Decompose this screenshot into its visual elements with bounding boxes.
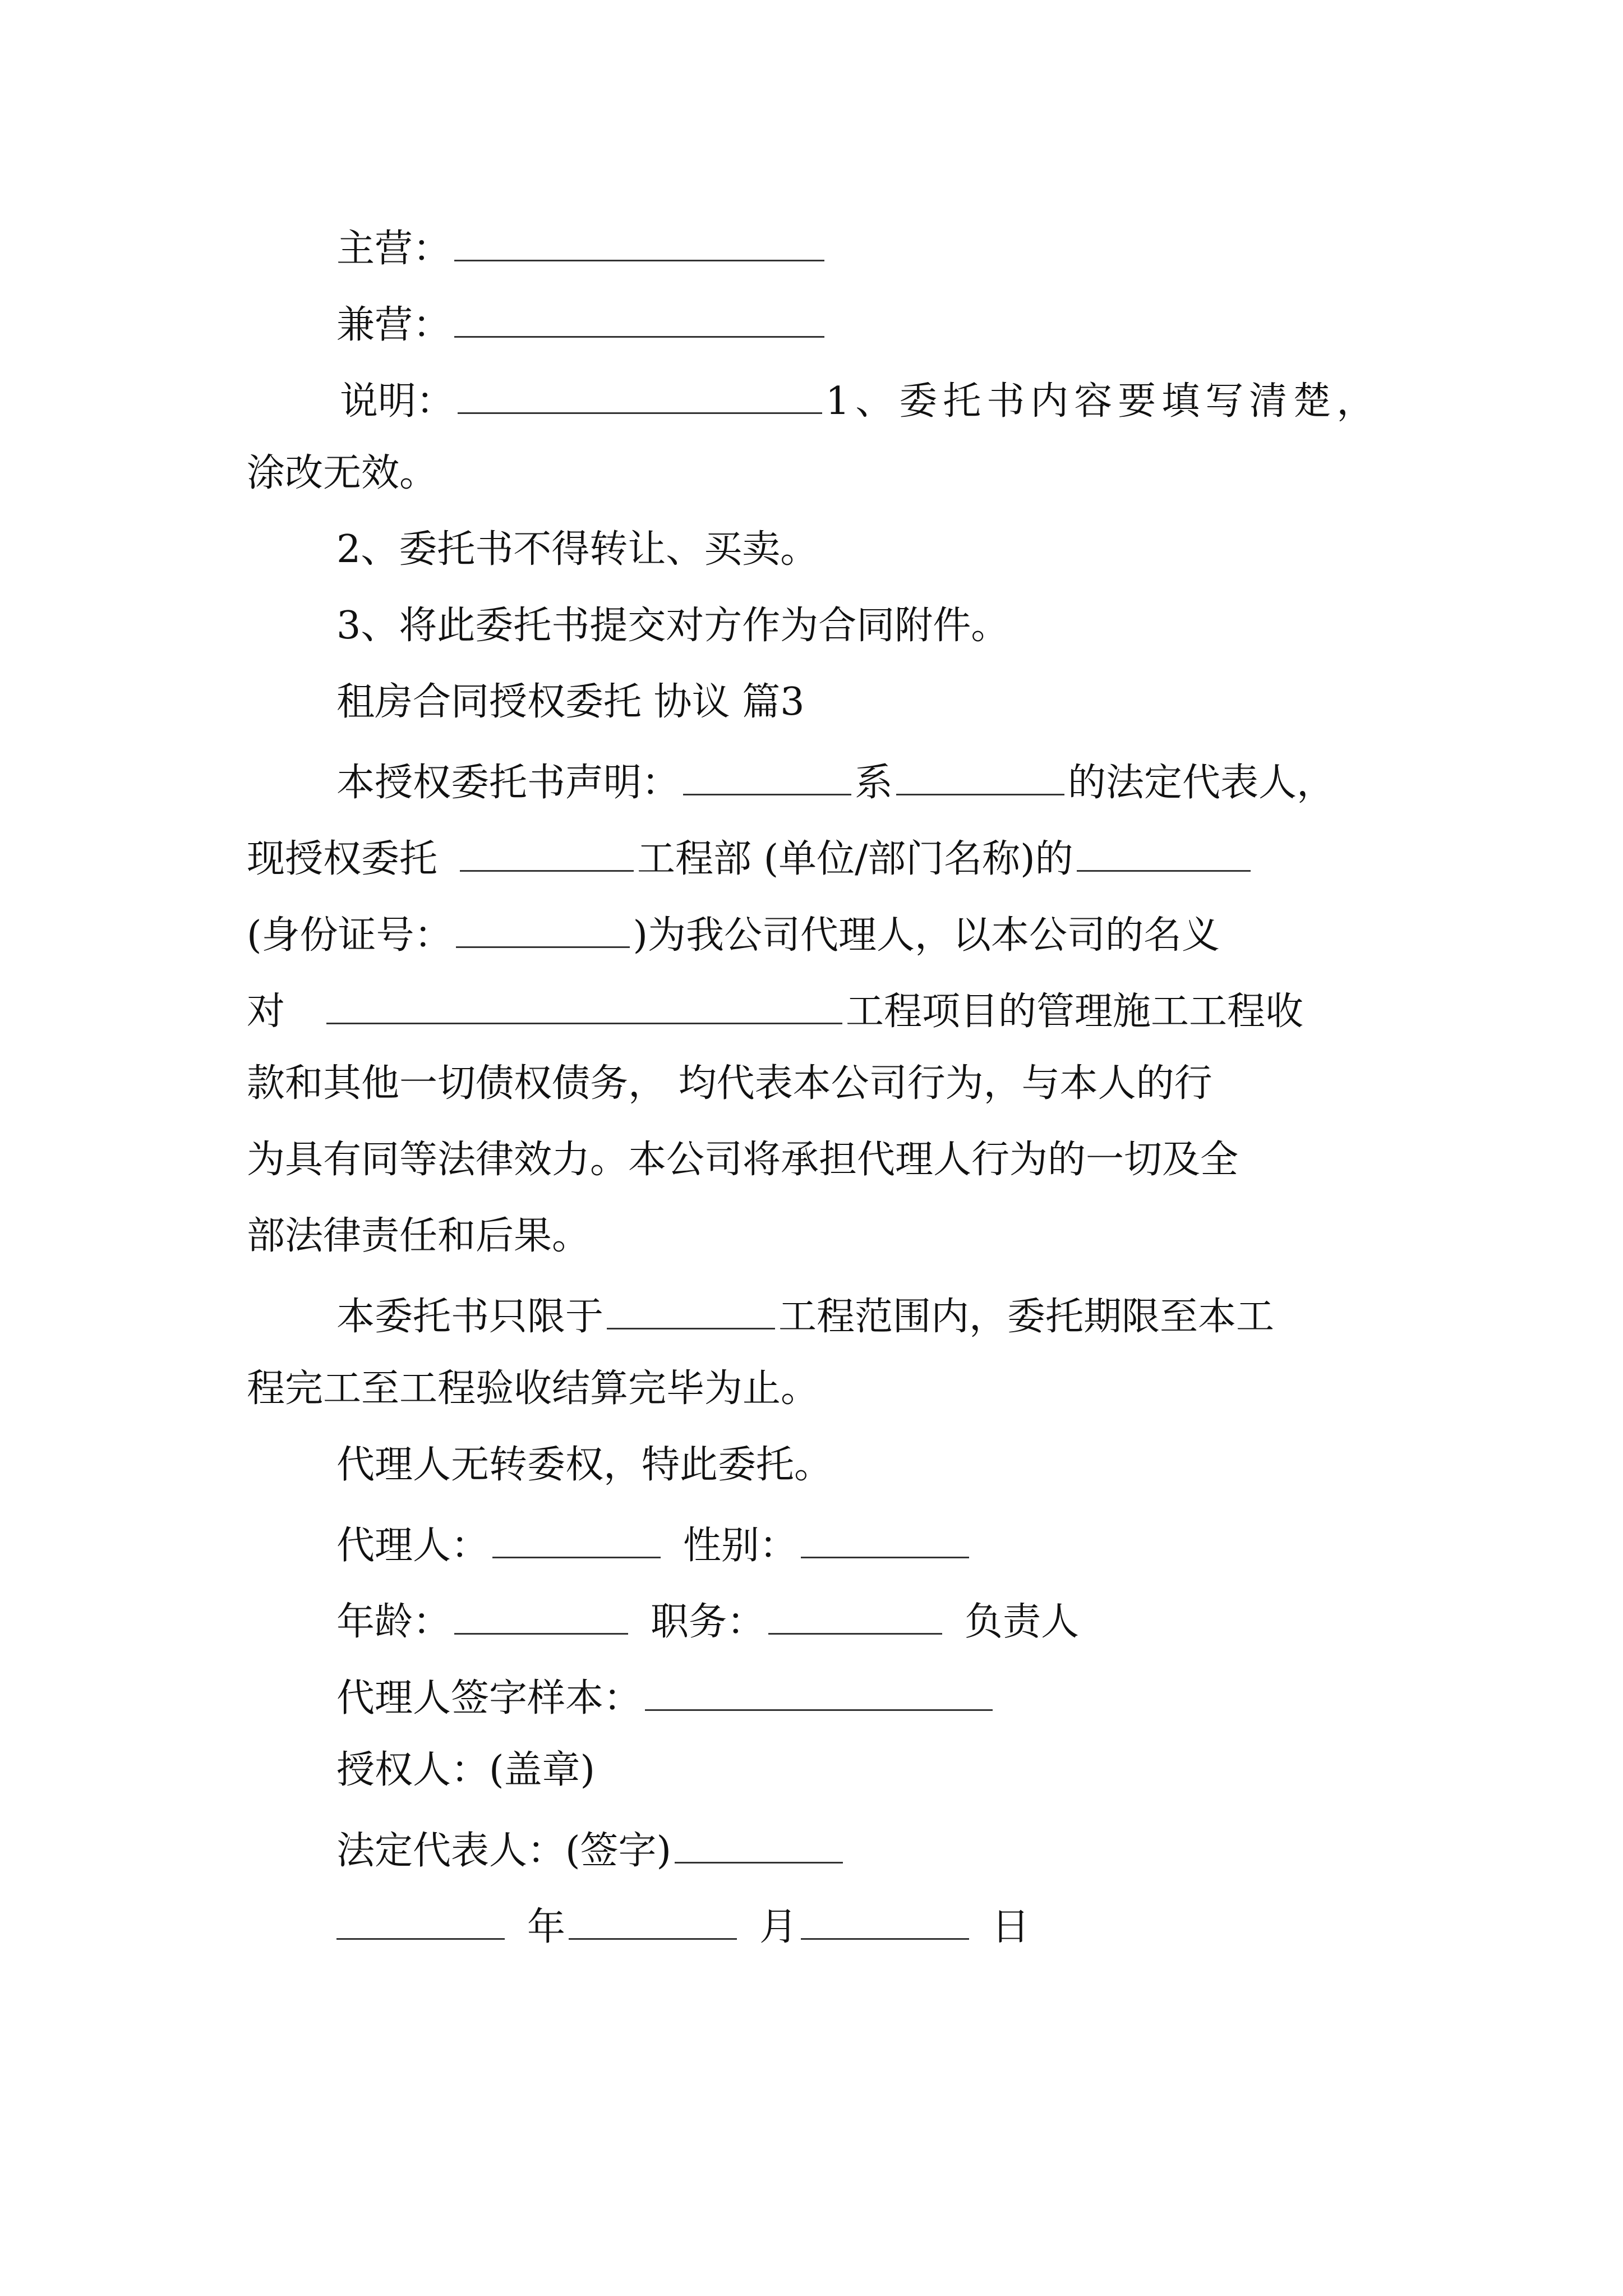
regarding-text: 对 [247, 990, 285, 1034]
main-business-line [336, 226, 828, 272]
age-position-line [336, 1599, 1080, 1645]
side-business-label: 兼营： [336, 303, 451, 348]
day-label: 日 [992, 1905, 1030, 1950]
paragraph-line-7: 部法律责任和后果。 [247, 1214, 591, 1258]
project-text: 工程项目的管理施工工程收 [846, 990, 1304, 1034]
scope-rest-text: 工程范围内，委托期限至本工 [778, 1295, 1275, 1340]
agent-label: 代理人： [336, 1524, 490, 1568]
agent-blank [492, 1522, 661, 1558]
notes-label: 说明： [340, 379, 455, 424]
paragraph-line-4 [247, 988, 1304, 1034]
dept-blank [460, 836, 634, 872]
affiliation-text: 系 [855, 761, 893, 806]
year-label: 年 [527, 1905, 566, 1950]
paragraph-line-2 [247, 836, 1254, 882]
age-label: 年龄： [336, 1600, 451, 1645]
company-blank [896, 760, 1064, 795]
gender-label: 性别： [683, 1524, 798, 1568]
main-business-label: 主营： [336, 227, 451, 272]
paragraph-line-6: 为具有同等法律效力。本公司将承担代理人行为的一切及全 [247, 1138, 1239, 1182]
day-blank [801, 1904, 969, 1940]
legal-rep-label: 法定代表人：(签字) [336, 1829, 672, 1874]
notes-item-3: 3、将此委托书提交对方作为合同附件。 [336, 604, 1009, 648]
side-business-line [336, 302, 828, 348]
notes-item-1-continued: 涂改无效。 [247, 451, 438, 495]
scope-text: 本委托书只限于 [336, 1295, 604, 1340]
paragraph-line-8 [336, 1294, 1275, 1340]
age-blank [454, 1599, 628, 1635]
signature-sample-blank [645, 1675, 993, 1711]
notes-item-2: 2、委托书不得转让、买卖。 [336, 527, 819, 572]
position-blank [768, 1599, 942, 1635]
agent-name-blank [1077, 836, 1251, 872]
paragraph-line-10: 代理人无转委权，特此委托。 [336, 1443, 833, 1487]
id-number-text: (身份证号： [247, 913, 453, 958]
legal-rep-text: 的法定代表人， [1068, 761, 1335, 806]
authorize-text: 现授权委托 [247, 837, 438, 882]
section-heading: 租房合同授权委托 协议 篇3 [336, 680, 805, 724]
side-business-blank [454, 302, 824, 338]
notes-line [340, 378, 1381, 424]
dept-text: 工程部 (单位/部门名称)的 [637, 837, 1073, 882]
position-value: 负责人 [965, 1600, 1080, 1645]
month-blank [569, 1904, 737, 1940]
paragraph-line-1 [336, 760, 1335, 806]
notes-blank [458, 378, 822, 414]
authorizer-line: 授权人：(盖章) [336, 1748, 596, 1792]
name-blank [683, 760, 851, 795]
paragraph-line-9: 程完工至工程验收结算完毕为止。 [247, 1366, 819, 1411]
project-blank [326, 988, 842, 1024]
main-business-blank [454, 226, 824, 261]
declaration-text: 本授权委托书声明： [336, 761, 680, 806]
scope-blank [607, 1294, 775, 1329]
agent-gender-line [336, 1522, 972, 1568]
legal-rep-blank [675, 1828, 843, 1864]
position-label: 职务： [651, 1600, 766, 1645]
paragraph-line-5: 款和其他一切债权债务， 均代表本公司行为，与本人的行 [247, 1061, 1212, 1106]
month-label: 月 [759, 1905, 798, 1950]
gender-blank [801, 1522, 969, 1558]
signature-sample-line [336, 1675, 996, 1721]
id-number-blank [456, 912, 630, 948]
agent-role-text: )为我公司代理人，以本公司的名义 [633, 913, 1220, 958]
signature-sample-label: 代理人签字样本： [336, 1676, 642, 1721]
paragraph-line-3 [247, 912, 1220, 958]
legal-rep-line [336, 1828, 846, 1874]
date-line [336, 1904, 1030, 1950]
year-blank [336, 1904, 505, 1940]
notes-item-1: 1、委托书内容要填写清楚， [826, 379, 1381, 424]
